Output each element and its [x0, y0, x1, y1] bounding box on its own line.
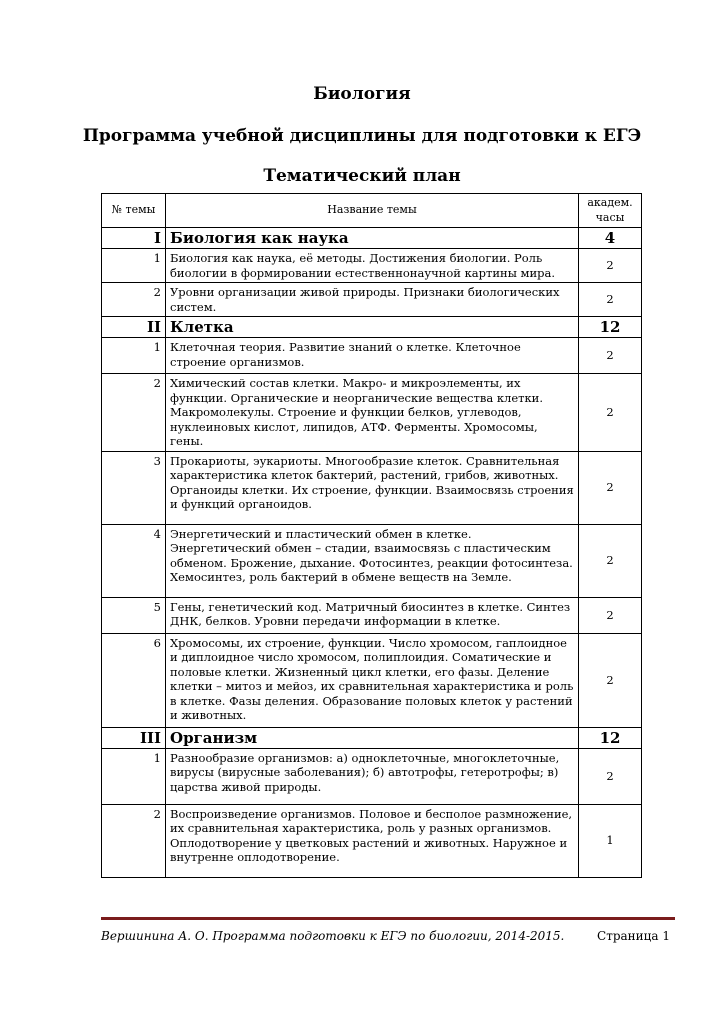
topic-number: 5: [102, 597, 166, 633]
thematic-plan-table: [101, 193, 642, 878]
topic-number: 3: [102, 451, 166, 524]
topic-text: Биология как наука, её методы. Достижения биологии. Роль биологии в формировании естественнонаучной картины мира.: [166, 249, 579, 283]
topic-text: Химический состав клетки. Макро- и микроэлементы, их функции. Органические и неорганические вещества клетки. Макромолекулы. Строение и функции белков, углеводов, нуклеиновых кислот, липидов, АТФ. Ферменты. Хромосомы, гены.: [166, 374, 579, 452]
topic-number: 1: [102, 338, 166, 374]
section-number: I: [102, 228, 166, 249]
topic-text: Прокариоты, эукариоты. Многообразие клеток. Сравнительная характеристика клеток бактерий, растений, грибов, животных. Органоиды клетки. Их строение, функции. Взаимосвязь строения и функций органоидов.: [166, 451, 579, 524]
table-row: [102, 338, 642, 374]
footer-divider: [101, 917, 675, 920]
header-hours: академ. часы: [579, 194, 642, 228]
program-subtitle: Программа учебной дисциплины для подготовки к ЕГЭ: [82, 126, 642, 146]
section-row: [102, 727, 642, 748]
section-row: [102, 317, 642, 338]
topic-number: 2: [102, 374, 166, 452]
topic-number: 1: [102, 748, 166, 804]
topic-hours: 2: [579, 249, 642, 283]
topic-text: Разнообразие организмов: а) одноклеточные, многоклеточные, вирусы (вирусные заболевания); б) автотрофы, гетеротрофы; в) царства живой природы.: [166, 748, 579, 804]
section-hours: 12: [579, 317, 642, 338]
page-title: Биология: [313, 84, 411, 104]
table-row: [102, 748, 642, 804]
topic-hours: 2: [579, 451, 642, 524]
section-hours: 12: [579, 727, 642, 748]
header-topic-number: № темы: [102, 194, 166, 228]
topic-hours: 1: [579, 804, 642, 877]
table-row: [102, 804, 642, 877]
topic-text: Воспроизведение организмов. Половое и бесполое размножение, их сравнительная характеристика, роль у разных организмов. Оплодотворение у цветковых растений и животных. Наружное и внутренне оплодотворение.: [166, 804, 579, 877]
topic-hours: 2: [579, 283, 642, 317]
table-row: [102, 451, 642, 524]
topic-hours: 2: [579, 374, 642, 452]
topic-number: 4: [102, 524, 166, 597]
topic-text: Гены, генетический код. Матричный биосинтез в клетке. Синтез ДНК, белков. Уровни передачи информации в клетке.: [166, 597, 579, 633]
section-number: III: [102, 727, 166, 748]
topic-number: 2: [102, 283, 166, 317]
topic-number: 2: [102, 804, 166, 877]
table-row: [102, 283, 642, 317]
table-row: [102, 633, 642, 727]
section-title: Организм: [166, 727, 579, 748]
page-number: Страница 1: [597, 929, 670, 943]
topic-number: 1: [102, 249, 166, 283]
section-title: Биология как наука: [166, 228, 579, 249]
topic-hours: 2: [579, 597, 642, 633]
topic-text: Уровни организации живой природы. Признаки биологических систем.: [166, 283, 579, 317]
footer-author-note: Вершинина А. О. Программа подготовки к ЕГЭ по биологии, 2014-2015.: [101, 929, 565, 943]
section-hours: 4: [579, 228, 642, 249]
topic-hours: 2: [579, 338, 642, 374]
plan-title: Тематический план: [263, 166, 461, 186]
table-row: [102, 374, 642, 452]
table-row: [102, 597, 642, 633]
section-number: II: [102, 317, 166, 338]
section-title: Клетка: [166, 317, 579, 338]
topic-hours: 2: [579, 524, 642, 597]
header-topic-name: Название темы: [166, 194, 579, 228]
table-row: [102, 524, 642, 597]
topic-text: Энергетический и пластический обмен в клетке. Энергетический обмен – стадии, взаимосвязь с пластическим обменом. Брожение, дыхание. Фотосинтез, реакции фотосинтеза. Хемосинтез, роль бактерий в обмене веществ на Земле.: [166, 524, 579, 597]
topic-hours: 2: [579, 748, 642, 804]
topic-text: Хромосомы, их строение, функции. Число хромосом, гаплоидное и диплоидное число хромосом, полиплоидия. Соматические и половые клетки. Жизненный цикл клетки, его фазы. Деление клетки – митоз и мейоз, их сравнительная характеристика и роль в клетке. Фазы деления. Образование половых клеток у растений и животных.: [166, 633, 579, 727]
section-row: [102, 228, 642, 249]
topic-number: 6: [102, 633, 166, 727]
table-header-row: [102, 194, 642, 228]
topic-text: Клеточная теория. Развитие знаний о клетке. Клеточное строение организмов.: [166, 338, 579, 374]
topic-hours: 2: [579, 633, 642, 727]
table-row: [102, 249, 642, 283]
